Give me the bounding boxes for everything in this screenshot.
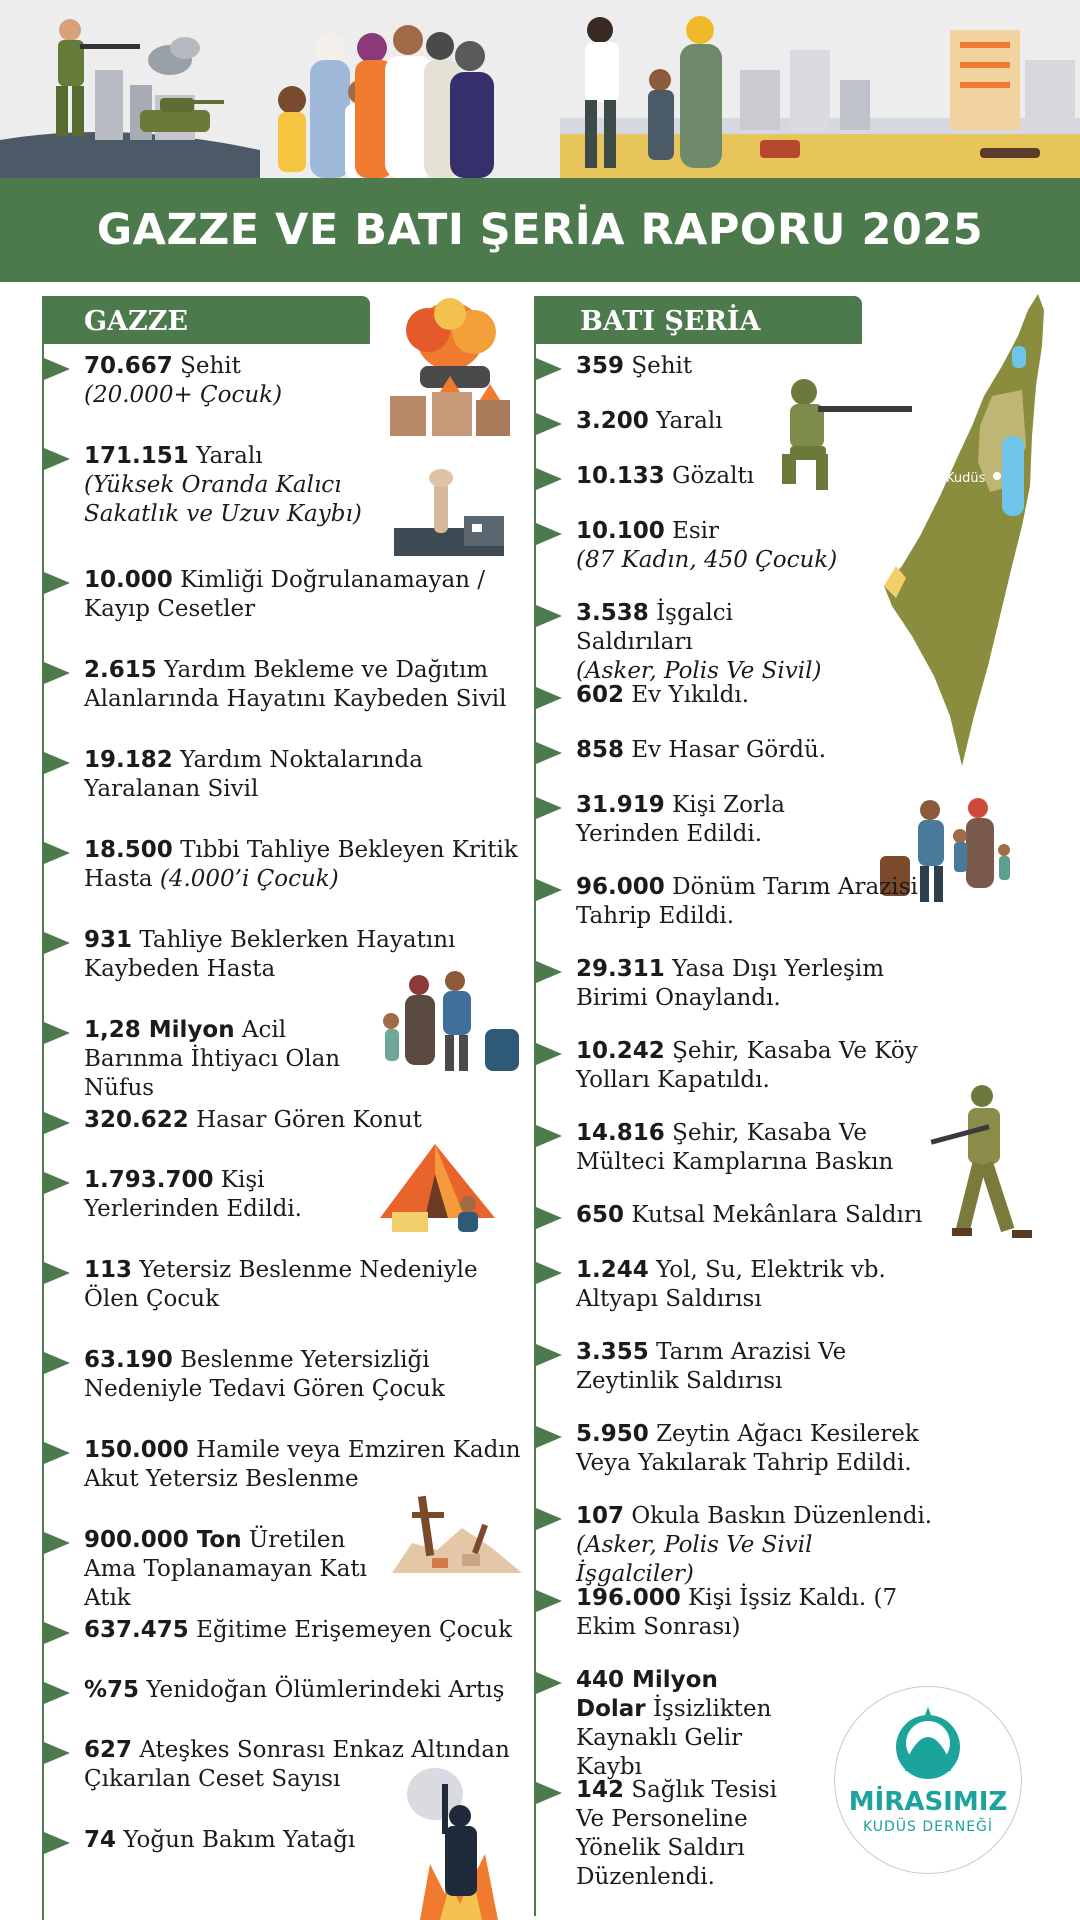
arrow-bullet-icon [536,1426,562,1448]
stat-number: 2.615 [84,657,157,683]
arrow-bullet-icon [44,448,70,470]
gazze-item-text [84,1436,522,1494]
stat-label: Şehit [172,353,241,379]
gazze-item-text [84,1676,522,1705]
stat-label: Yardım Noktalarında Yaralanan Sivil [84,747,423,802]
stat-number: 359 [576,353,625,379]
stat-number: 931 [84,927,133,953]
stat-label: Yardım Bekleme ve Dağıtım Alanlarında Hayatını Kaybeden Sivil [84,657,507,712]
stat-label: Ev Yıkıldı. [624,682,749,708]
stat-label: Kimliği Doğrulanamayan / Kayıp Cesetler [84,567,486,622]
arrow-bullet-icon [44,572,70,594]
stat-number: 858 [576,737,625,763]
bati-item-text [576,1666,794,1782]
stat-number: 1,28 Milyon [84,1017,235,1043]
stat-label: Tahliye Beklerken Hayatını Kaybeden Hasta [84,927,456,982]
stat-number: 10.000 [84,567,173,593]
gazze-item-text [84,566,522,624]
gazze-item-text [84,442,372,529]
stat-number: 96.000 [576,874,665,900]
rubble-hand-icon [394,468,504,558]
stat-number: 63.190 [84,1347,173,1373]
arrow-bullet-icon [536,1672,562,1694]
stat-label: Yetersiz Beslenme Nedeniyle Ölen Çocuk [84,1257,478,1312]
stat-number: 900.000 Ton [84,1527,242,1553]
arrow-bullet-icon [536,742,562,764]
stat-label: Yoğun Bakım Yatağı [116,1827,356,1853]
arrow-bullet-icon [536,1207,562,1229]
arrow-bullet-icon [536,358,562,380]
stat-number: 1.793.700 [84,1167,214,1193]
stat-label: Ateşkes Sonrası Enkaz Altından Çıkarılan Ceset Sayısı [84,1737,510,1792]
bati-item-text [576,1584,934,1642]
bati-item-text [576,407,934,436]
stat-number: 74 [84,1827,117,1853]
stat-note: (Asker, Polis Ve Sivil) [576,658,822,684]
stat-number: %75 [84,1677,140,1703]
arrow-bullet-icon [44,1352,70,1374]
stat-number: 10.242 [576,1038,665,1064]
arrow-bullet-icon [536,1262,562,1284]
arrow-bullet-icon [536,1782,562,1804]
arrow-bullet-icon [536,1344,562,1366]
gazze-column [42,296,532,1920]
kudus-map-label: Kudüs [946,471,986,486]
arrow-bullet-icon [44,1832,70,1854]
stat-number: 171.151 [84,443,189,469]
stat-number: 18.500 [84,837,173,863]
stat-number: 29.311 [576,956,665,982]
bati-item-text [576,1119,934,1177]
arrow-bullet-icon [44,1022,70,1044]
bati-item-text [576,1502,934,1589]
page-title: GAZZE VE BATI ŞERİA RAPORU 2025 [96,205,984,255]
gazze-divider [42,296,44,1920]
arrow-bullet-icon [536,605,562,627]
arrow-bullet-icon [44,1622,70,1644]
stat-number: 440 Milyon Dolar [576,1667,718,1722]
gazze-item-text [84,1346,522,1404]
gazze-heading [42,296,370,344]
title-bar [0,178,1080,282]
header-illustration [0,0,1080,178]
bati-item-text [576,1420,934,1478]
stat-label: Zeytin Ağacı Kesilerek Veya Yakılarak Tahrip Edildi. [576,1421,919,1476]
stat-label: Kişi Zorla Yerinden Edildi. [576,792,785,847]
stat-number: 320.622 [84,1107,189,1133]
gazze-item-text [84,656,522,714]
stat-number: 10.100 [576,518,665,544]
stat-number: 1.244 [576,1257,649,1283]
walking-soldier-icon [930,1082,1040,1252]
displaced-family-icon [377,969,527,1074]
arrow-bullet-icon [44,752,70,774]
arrow-bullet-icon [44,1742,70,1764]
stat-number: 150.000 [84,1437,189,1463]
arrow-bullet-icon [536,1125,562,1147]
bati-item-text [576,1256,934,1314]
arrow-bullet-icon [44,1112,70,1134]
gazze-heading-label: GAZZE [84,306,189,337]
stat-label: Esir [664,518,720,544]
bati-seria-heading [534,296,862,344]
bati-item-text [576,352,934,381]
arrow-bullet-icon [536,1590,562,1612]
stat-number: 14.816 [576,1120,665,1146]
arrow-bullet-icon [536,1508,562,1530]
stat-number: 70.667 [84,353,173,379]
stat-label: Şehit [624,353,693,379]
war-scene-illustration [0,0,1080,178]
arrow-bullet-icon [44,1172,70,1194]
gazze-item-text [84,836,522,894]
stat-label: Hasar Gören Konut [188,1107,422,1133]
logo-subtitle: KUDÜS DERNEĞİ [862,1819,994,1835]
stat-label: Tıbbi Tahliye Bekleyen Kritik Hasta [84,837,518,892]
gazze-item-text [84,1826,522,1855]
gazze-item-text [84,1016,382,1103]
stat-number: 142 [576,1777,625,1803]
arrow-bullet-icon [536,879,562,901]
stat-label: Hamile veya Emziren Kadın Akut Yetersiz Beslenme [84,1437,521,1492]
stat-number: 3.200 [576,408,649,434]
stat-label: Dönüm Tarım Arazisi Tahrip Edildi. [576,874,918,929]
bati-item-text [576,1776,794,1892]
stat-number: 113 [84,1257,133,1283]
stat-number: 3.538 [576,600,649,626]
stat-number: 627 [84,1737,133,1763]
stat-label: Eğitime Erişemeyen Çocuk [188,1617,513,1643]
arrow-bullet-icon [44,932,70,954]
bati-item-text [576,1201,934,1230]
arrow-bullet-icon [536,468,562,490]
gazze-item-text [84,1166,382,1224]
stat-number: 650 [576,1202,625,1228]
bati-item-text [576,955,934,1013]
stat-note: (Asker, Polis Ve Sivil İşgalciler) [576,1532,813,1587]
stat-label: Şehir, Kasaba Ve Mülteci Kamplarına Baskın [576,1120,894,1175]
arrow-bullet-icon [44,358,70,380]
arrow-bullet-icon [44,842,70,864]
stat-number: 31.919 [576,792,665,818]
gazze-item-text [84,746,522,804]
stat-label: Yasa Dışı Yerleşim Birimi Onaylandı. [576,956,885,1011]
arrow-bullet-icon [44,1262,70,1284]
arrow-bullet-icon [44,1682,70,1704]
explosion-icon [380,296,520,446]
stat-label: Tarım Arazisi Ve Zeytinlik Saldırısı [576,1339,847,1394]
gazze-item-text [84,1106,522,1135]
arrow-bullet-icon [536,687,562,709]
stat-number: 10.133 [576,463,665,489]
bati-item-text [576,736,934,765]
waste-rubble-icon [392,1488,522,1578]
stat-number: 637.475 [84,1617,189,1643]
bati-seria-heading-label: BATI ŞERİA [580,306,761,337]
tent-icon [370,1134,500,1234]
gazze-item-text [84,1616,522,1645]
logo-title: MİRASIMIZ [848,1787,1008,1817]
stat-note: (4.000’i Çocuk) [159,866,339,892]
gazze-item-text [84,1526,402,1613]
stat-note: (20.000+ Çocuk) [84,382,283,408]
bati-item-text [576,1338,934,1396]
bati-seria-column [534,296,1054,1916]
bati-item-text [576,462,934,491]
stat-label: İşgalci Saldırıları [576,600,733,655]
bati-item-text [576,1037,934,1095]
gazze-item-text [84,1256,522,1314]
stat-label: İşsizlikten Kaynaklı Gelir Kaybı [576,1696,772,1780]
gazze-item-text [84,352,372,410]
stat-label: Acil Barınma İhtiyacı Olan Nüfus [84,1017,341,1101]
stat-label: Beslenme Yetersizliği Nedeniyle Tedavi Gören Çocuk [84,1347,445,1402]
stat-label: Yaralı [648,408,723,434]
dome-logo-icon [835,1687,1021,1873]
arrow-bullet-icon [536,961,562,983]
stat-note: (Yüksek Oranda Kalıcı Sakatlık ve Uzuv Kaybı) [84,472,362,527]
stat-number: 107 [576,1503,625,1529]
stat-label: Kişi İşsiz Kaldı. (7 Ekim Sonrası) [576,1585,898,1640]
arrow-bullet-icon [44,1532,70,1554]
gazze-item-text [84,1736,522,1794]
stat-number: 3.355 [576,1339,649,1365]
arrow-bullet-icon [536,797,562,819]
stat-label: Okula Baskın Düzenlendi. [624,1503,933,1529]
stat-label: Yol, Su, Elektrik vb. Altyapı Saldırısı [576,1257,886,1312]
stat-label: Şehir, Kasaba Ve Köy Yolları Kapatıldı. [576,1038,918,1093]
stat-label: Yaralı [188,443,263,469]
mirasimiz-logo [834,1686,1022,1874]
arrow-bullet-icon [536,523,562,545]
arrow-bullet-icon [536,413,562,435]
stat-number: 196.000 [576,1585,681,1611]
arrow-bullet-icon [44,662,70,684]
stat-number: 19.182 [84,747,173,773]
stat-label: Üretilen Ama Toplanamayan Katı Atık [84,1527,368,1611]
gazze-item-text [84,926,522,984]
bati-item-text [576,873,934,931]
arrow-bullet-icon [44,1442,70,1464]
stat-number: 5.950 [576,1421,649,1447]
stat-label: Yenidoğan Ölümlerindeki Artış [139,1677,505,1703]
arrow-bullet-icon [536,1043,562,1065]
stat-label: Sağlık Tesisi Ve Personeline Yönelik Saldırı Düzenlendi. [576,1777,777,1890]
bati-item-text [576,681,934,710]
bati-item-text [576,517,934,575]
stat-number: 602 [576,682,625,708]
stat-label: Kutsal Mekânlara Saldırı [624,1202,923,1228]
stat-note: (87 Kadın, 450 Çocuk) [576,547,838,573]
stat-label: Ev Hasar Gördü. [624,737,827,763]
stat-label: Kişi Yerlerinden Edildi. [84,1167,302,1222]
bati-item-text [576,791,794,849]
bati-item-text [576,599,834,686]
stat-label: Gözaltı [664,463,755,489]
